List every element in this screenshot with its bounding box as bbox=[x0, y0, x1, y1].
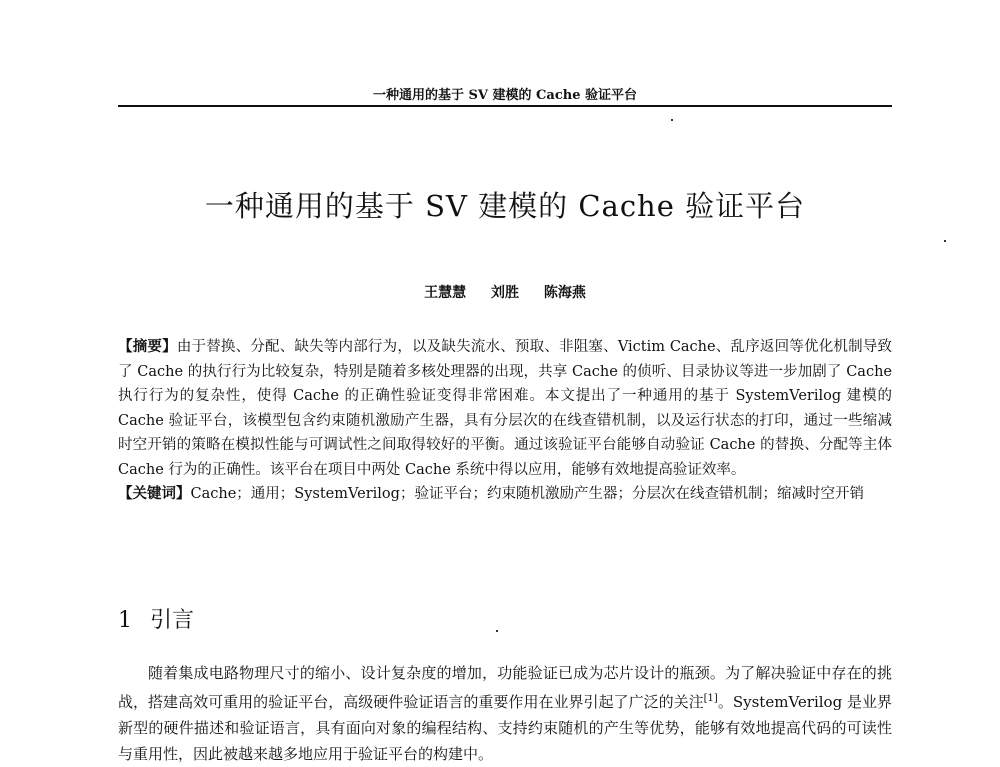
body-text-part1: 随着集成电路物理尺寸的缩小、设计复杂度的增加，功能验证已成为芯片设计的瓶颈。为了解决验证中存在的挑战，搭建高效可重用的验证平台，高级硬件验证语言的重要作用在业界引起了广泛的关注 bbox=[118, 664, 892, 711]
abstract bbox=[118, 335, 892, 507]
keywords-paragraph bbox=[118, 482, 892, 507]
author-name: 刘胜 bbox=[491, 285, 519, 301]
author-name: 陈海燕 bbox=[543, 285, 586, 301]
body-paragraph bbox=[118, 660, 892, 767]
author-name: 王慧慧 bbox=[424, 285, 467, 301]
scan-speck bbox=[671, 119, 673, 121]
citation: [1] bbox=[703, 693, 718, 704]
abstract-label: 【摘要】 bbox=[118, 338, 177, 355]
abstract-paragraph bbox=[118, 335, 892, 482]
keywords-label: 【关键词】 bbox=[118, 485, 191, 502]
running-head: 一种通用的基于 SV 建模的 Cache 验证平台 bbox=[373, 88, 637, 103]
abstract-text: 由于替换、分配、缺失等内部行为，以及缺失流水、预取、非阻塞、Victim Cache、乱序返回等优化机制导致了 Cache 的执行行为比较复杂，特别是随着多核处理器的出现，共享 Cache 的侦听、目录协议等进一步加剧了 Cache 执行行为的复杂性，使得 Cache 的正确性验证变得非常困难。本文提出了一种通用的基于 SystemVerilog 建模的 Cache 验证平台，该模型包含约束随机激励产生器，具有分层次的在线查错机制，以及运行状态的打印，通过一些缩减时空开销的策略在模拟性能与可调试性之间取得较好的平衡。通过该验证平台能够自动验证 Cache 的替换、分配等主体 Cache 行为的正确性。该平台在项目中两处 Cache 系统中得以应用，能够有效地提高验证效率。 bbox=[118, 339, 893, 478]
section-title: 引言 bbox=[150, 608, 195, 633]
body-text-part2: 。SystemVerilog 是业界新型的硬件描述和验证语言，具有面向对象的编程结构、支持约束随机的产生等优势，能够有效地提高代码的可读性与重用性，因此被越来越多地应用于验证平台的构建中。 bbox=[118, 693, 892, 763]
scan-speck bbox=[496, 630, 498, 632]
scan-speck bbox=[944, 240, 946, 242]
paper-title: 一种通用的基于 SV 建模的 Cache 验证平台 bbox=[204, 189, 806, 223]
section-number: 1 bbox=[118, 608, 132, 633]
header-rule bbox=[118, 105, 892, 107]
author-list bbox=[118, 282, 892, 302]
keywords-text: Cache；通用；SystemVerilog；验证平台；约束随机激励产生器；分层次在线查错机制；缩减时空开销 bbox=[190, 486, 864, 502]
section-heading bbox=[118, 603, 194, 634]
